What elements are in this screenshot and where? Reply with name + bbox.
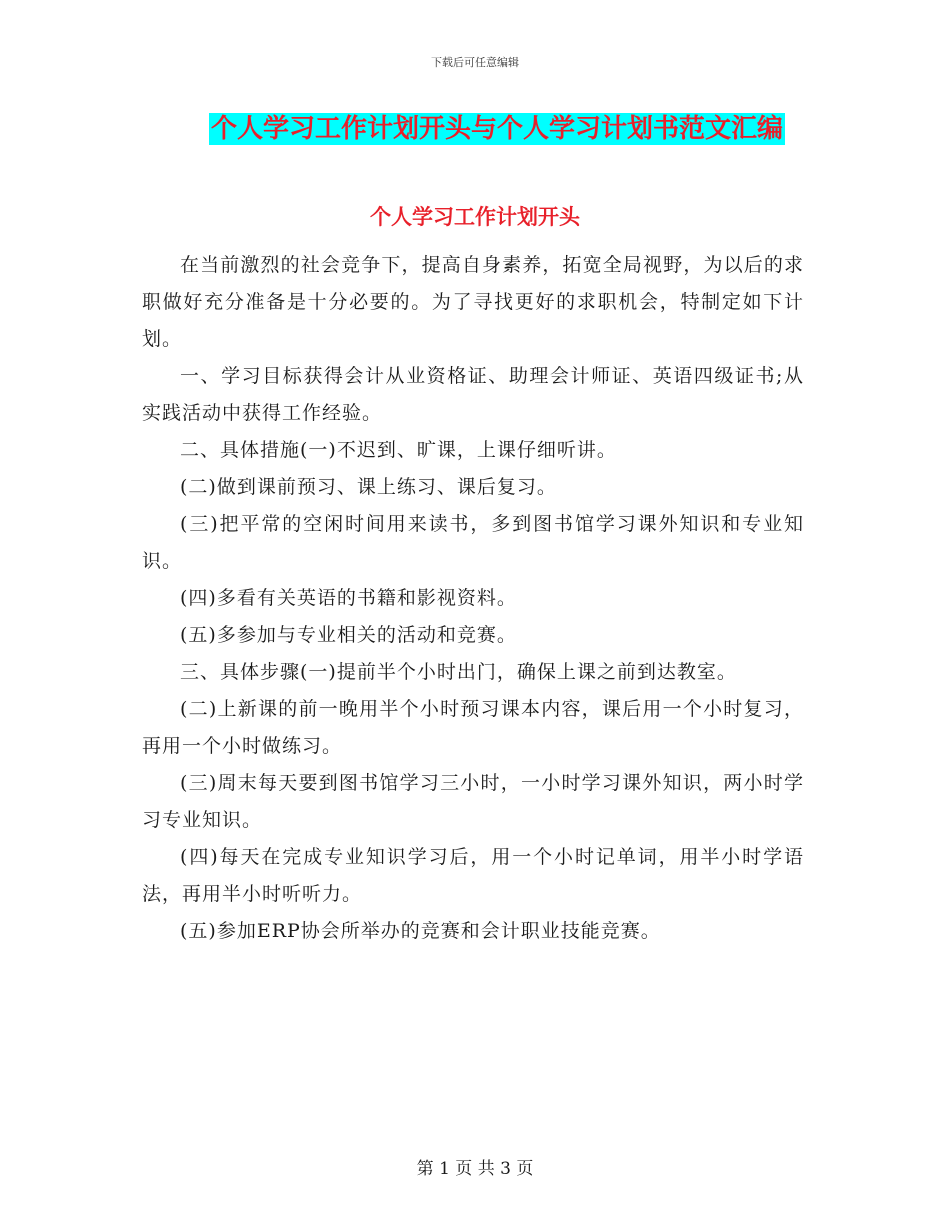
document-title: 个人学习工作计划开头与个人学习计划书范文汇编 (210, 114, 783, 144)
section-title: 个人学习工作计划开头 (370, 204, 580, 229)
paragraph: (二)上新课的前一晚用半个小时预习课本内容，课后用一个小时复习，再用一个小时做练习。 (142, 698, 804, 757)
paragraph: 一、学习目标获得会计从业资格证、助理会计师证、英语四级证书;从实践活动中获得工作经验。 (142, 365, 804, 424)
paragraph: (五)参加ERP协会所举办的竞赛和会计职业技能竞赛。 (180, 920, 661, 942)
paragraph: 二、具体措施(一)不迟到、旷课，上课仔细听讲。 (180, 439, 617, 461)
document-title-container (0, 113, 950, 145)
paragraph: (四)多看有关英语的书籍和影视资料。 (180, 587, 517, 609)
page-number: 第 1 页 共 3 页 (416, 1159, 534, 1179)
paragraph: 在当前激烈的社会竞争下，提高自身素养，拓宽全局视野，为以后的求职做好充分准备是十分必要的。为了寻找更好的求职机会，特制定如下计划。 (142, 254, 804, 350)
page-header-note: 下载后可任意编辑 (431, 56, 519, 69)
paragraph: 三、具体步骤(一)提前半个小时出门，确保上课之前到达教室。 (180, 661, 737, 683)
paragraph: (五)多参加与专业相关的活动和竞赛。 (180, 624, 517, 646)
paragraph: (三)周末每天要到图书馆学习三小时，一小时学习课外知识，两小时学习专业知识。 (142, 772, 804, 831)
paragraph: (三)把平常的空闲时间用来读书，多到图书馆学习课外知识和专业知识。 (142, 513, 804, 572)
document-body (142, 247, 804, 950)
paragraph: (二)做到课前预习、课上练习、课后复习。 (180, 476, 557, 498)
paragraph: (四)每天在完成专业知识学习后，用一个小时记单词，用半小时学语法，再用半小时听听力。 (142, 846, 804, 905)
